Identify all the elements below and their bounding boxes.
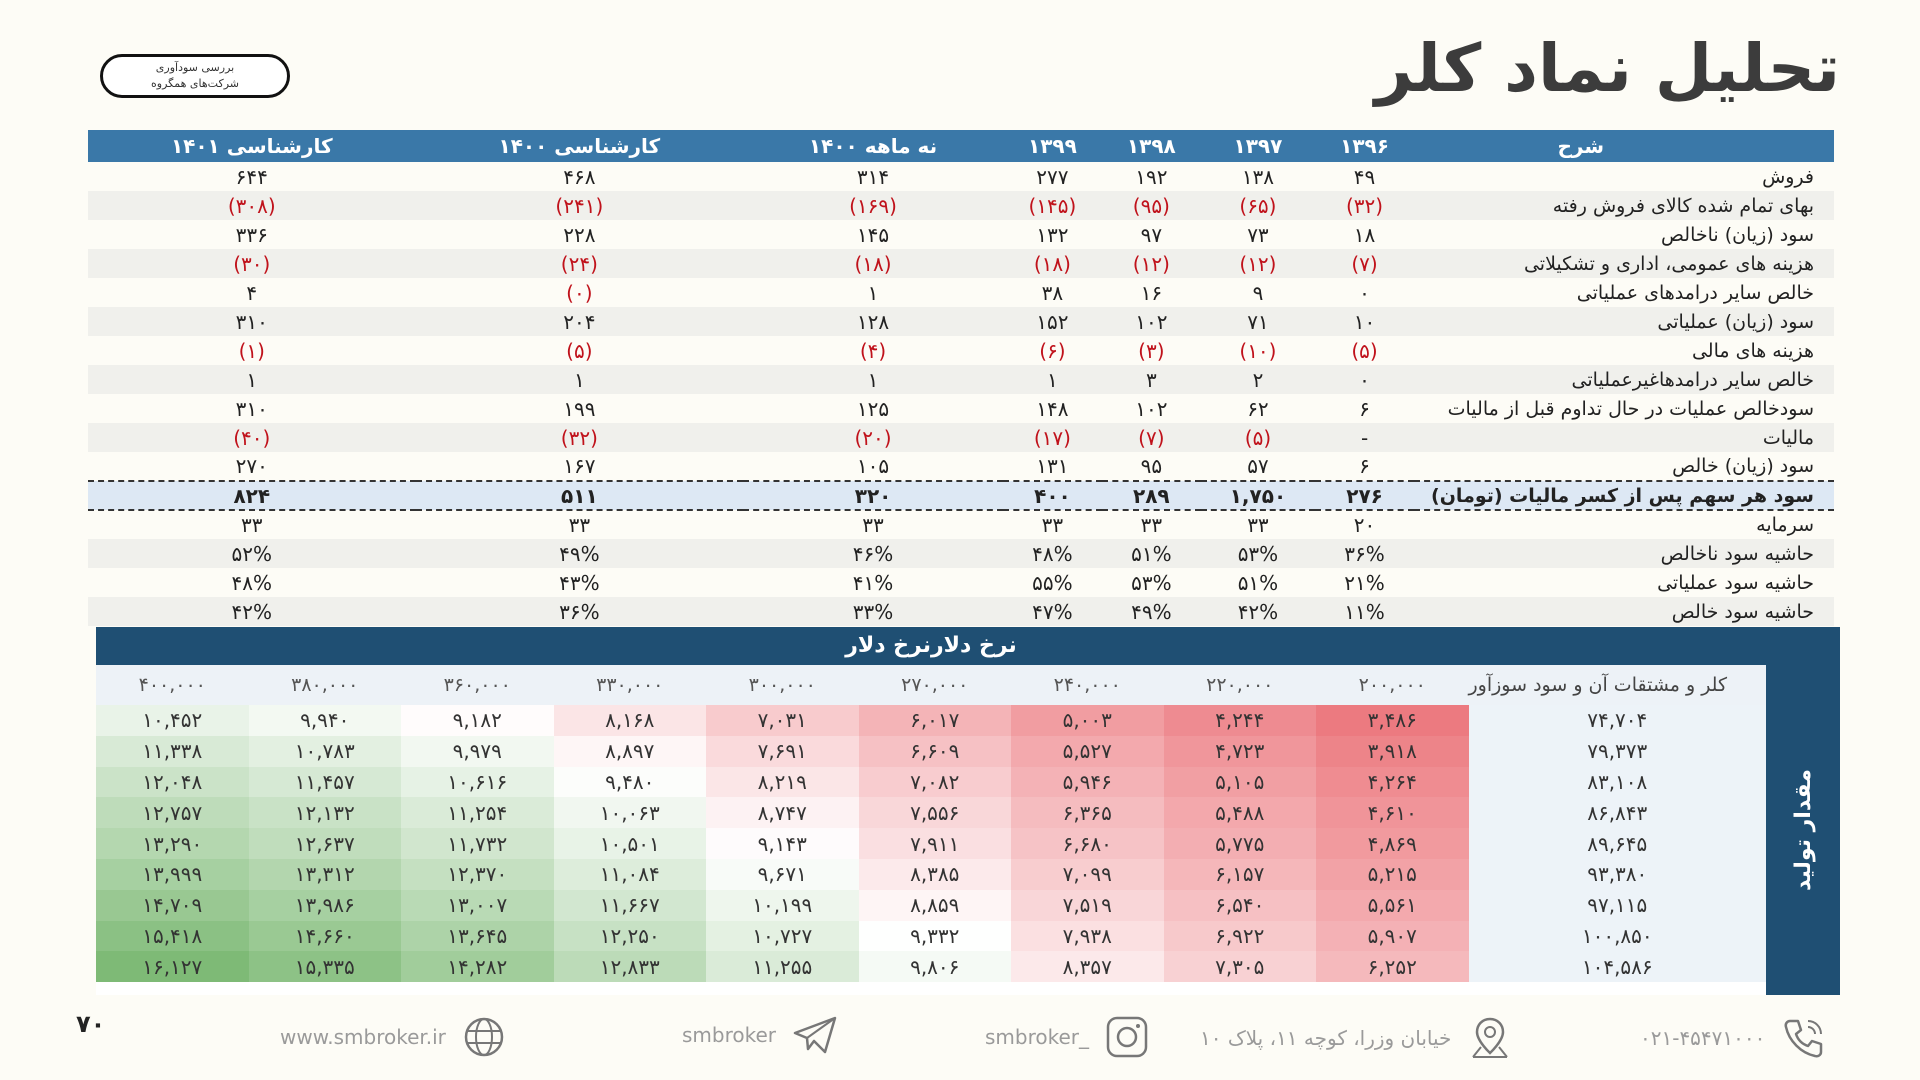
sensitivity-cell: ۱۲,۳۷۰ — [401, 859, 554, 890]
footer-website[interactable] — [280, 1015, 506, 1059]
footer-instagram[interactable] — [985, 1015, 1149, 1059]
table-cell: ۹۷ — [1140, 222, 1163, 247]
table-row — [88, 191, 1834, 220]
page-number: ۷۰ — [76, 1010, 106, 1038]
table-cell: ۱۰۲ — [1102, 307, 1201, 336]
sensitivity-cell: ۱۳,۶۴۵ — [401, 921, 554, 952]
table-cell: (۴۰) — [88, 423, 416, 452]
table-cell: ۴۲% — [88, 597, 416, 626]
sensitivity-cell: ۱۳,۹۹۹ — [96, 859, 249, 890]
rate-header: ۳۳۰,۰۰۰ — [554, 665, 707, 705]
table-cell: ۵۵% — [1032, 570, 1073, 595]
table-cell: (۷) — [1102, 423, 1201, 452]
table-cell: ۲۲۸ — [563, 222, 596, 247]
sensitivity-cell: ۶,۱۵۷ — [1164, 859, 1317, 890]
table-cell: ۱۹۹ — [563, 396, 596, 421]
table-cell: (۲۴۱) — [416, 191, 744, 220]
sensitivity-cell: ۸,۷۴۷ — [706, 797, 859, 828]
table-row — [88, 394, 1834, 423]
production-amount: ۹۷,۱۱۵ — [1469, 890, 1767, 921]
table-cell: ۹۵ — [1140, 454, 1163, 478]
sensitivity-cell: ۱۱,۰۸۴ — [554, 859, 707, 890]
table-row — [88, 220, 1834, 249]
sensitivity-cell: ۷,۰۹۹ — [1011, 859, 1164, 890]
sensitivity-cell: ۷,۹۱۱ — [859, 828, 1012, 859]
table-row — [88, 307, 1834, 336]
sensitivity-cell: ۷,۰۸۲ — [859, 767, 1012, 798]
table-cell: (۵) — [1351, 338, 1378, 363]
table-cell: ۴ — [246, 280, 258, 305]
table-cell: ۲۷۷ — [1036, 164, 1069, 189]
table-cell: ۱۳۱ — [1036, 454, 1069, 478]
table-cell: ۱ — [416, 365, 744, 394]
table-cell: ۱۸ — [1353, 222, 1376, 247]
sensitivity-cell: ۱۰,۷۲۷ — [706, 921, 859, 952]
sensitivity-cell: ۱۴,۷۰۹ — [96, 890, 249, 921]
table-cell: ۴۶۸ — [563, 164, 596, 189]
table-cell: ۳۸ — [1041, 280, 1064, 305]
table-cell: ۹ — [1252, 280, 1264, 305]
sensitivity-cell: ۱۱,۲۵۴ — [401, 797, 554, 828]
sensitivity-cell: ۱۳,۹۸۶ — [249, 890, 402, 921]
table-cell: ۴۹% — [416, 539, 744, 568]
sensitivity-cell: ۱۱,۷۳۲ — [401, 828, 554, 859]
sensitivity-cell: ۶,۳۶۵ — [1011, 797, 1164, 828]
table-cell: ۳۱۴ — [856, 164, 890, 189]
sensitivity-cell: ۸,۱۶۸ — [554, 705, 707, 736]
sensitivity-cell: ۹,۴۸۰ — [554, 767, 707, 798]
sensitivity-side-label — [1766, 665, 1840, 995]
table-cell: (۱۷) — [1003, 423, 1102, 452]
sensitivity-cell: ۶,۵۴۰ — [1164, 890, 1317, 921]
sensitivity-cell: ۹,۳۳۲ — [859, 921, 1012, 952]
table-cell: (۹۵) — [1102, 191, 1201, 220]
rate-header: ۲۰۰,۰۰۰ — [1316, 665, 1469, 705]
table-cell: (۱۸) — [743, 249, 1003, 278]
sensitivity-cell: ۵,۷۷۵ — [1164, 828, 1317, 859]
table-cell: ۱۰۵ — [856, 454, 890, 478]
table-row — [88, 278, 1834, 307]
table-row — [88, 481, 1834, 510]
sensitivity-cell: ۱۳,۰۰۷ — [401, 890, 554, 921]
table-cell: ۱ — [1003, 365, 1102, 394]
sensitivity-cell: ۵,۰۰۳ — [1011, 705, 1164, 736]
production-amount: ۱۰۴,۵۸۶ — [1469, 951, 1767, 982]
instagram-icon — [1105, 1015, 1149, 1059]
table-cell: ۱۶۷ — [563, 454, 596, 478]
sensitivity-cell: ۹,۹۴۰ — [249, 705, 402, 736]
rate-header: ۲۴۰,۰۰۰ — [1011, 665, 1164, 705]
table-cell: ۰ — [1315, 365, 1414, 394]
table-cell: (۷) — [1315, 249, 1414, 278]
sensitivity-cell: ۵,۱۰۵ — [1164, 767, 1317, 798]
table-cell: ۱,۷۵۰ — [1201, 481, 1315, 510]
production-amount: ۸۶,۸۴۳ — [1469, 797, 1767, 828]
table-row — [88, 249, 1834, 278]
table-cell: ۴۰۰ — [1003, 481, 1102, 510]
sensitivity-cell: ۷,۵۱۹ — [1011, 890, 1164, 921]
rate-header: ۴۰۰,۰۰۰ — [96, 665, 249, 705]
row-label: حاشیه سود خالص — [1414, 597, 1834, 626]
sensitivity-cell: ۸,۲۱۹ — [706, 767, 859, 798]
table-cell: ۳۳۶ — [235, 222, 268, 247]
table-cell: (۶۵) — [1201, 191, 1315, 220]
footer-telegram[interactable] — [682, 1015, 838, 1055]
row-label: هزینه های مالی — [1691, 339, 1814, 362]
sensitivity-cell: ۱۱,۴۵۷ — [249, 767, 402, 798]
instagram-text[interactable]: smbroker_ — [985, 1025, 1090, 1049]
sensitivity-cell: ۱۲,۲۵۰ — [554, 921, 707, 952]
table-cell: ۵۷ — [1247, 454, 1269, 478]
telegram-text[interactable]: smbroker — [682, 1023, 777, 1047]
table-cell: ۲۱% — [1344, 570, 1385, 595]
table-cell: ۰ — [1359, 280, 1370, 305]
table-cell: ۱۴۵ — [856, 222, 890, 247]
table-cell: (۳) — [1138, 338, 1165, 363]
production-amount: ۷۴,۷۰۴ — [1469, 705, 1767, 736]
table-cell: ۵۳% — [1131, 570, 1172, 595]
table-cell: ۳۳ — [1140, 513, 1163, 537]
table-cell: ۴۱% — [852, 570, 894, 595]
table-cell: (۳۰۸) — [88, 191, 416, 220]
table-cell: ۲۷۰ — [235, 454, 268, 478]
sensitivity-cell: ۱۰,۴۵۲ — [96, 705, 249, 736]
sensitivity-cell: ۸,۸۵۹ — [859, 890, 1012, 921]
table-cell: ۱۳۸ — [1241, 164, 1275, 189]
financial-table — [88, 130, 1834, 626]
table-row — [88, 423, 1834, 452]
table-cell: ۱ — [743, 365, 1003, 394]
phone-text[interactable]: ۰۲۱-۴۵۴۷۱۰۰۰ — [1640, 1026, 1766, 1050]
sensitivity-cell: ۴,۸۶۹ — [1316, 828, 1469, 859]
table-cell: ۱۶ — [1140, 280, 1163, 305]
sensitivity-cell: ۱۰,۶۱۶ — [401, 767, 554, 798]
row-label: فروش — [1762, 165, 1814, 188]
side-label-text: مقدار تولید — [1790, 768, 1816, 892]
table-cell: ۳۲۰ — [743, 481, 1003, 510]
table-cell: ۴۶% — [743, 539, 1003, 568]
sensitivity-cell: ۸,۳۸۵ — [859, 859, 1012, 890]
row-label: حاشیه سود عملیاتی — [1657, 571, 1814, 594]
table-cell: (۱) — [238, 338, 265, 363]
table-row — [88, 597, 1834, 626]
table-cell: - — [1315, 423, 1414, 452]
table-cell: ۵۱۱ — [416, 481, 744, 510]
table-cell: ۵۱% — [1237, 570, 1279, 595]
table-cell: ۱۲۸ — [743, 307, 1003, 336]
sensitivity-cell: ۱۲,۰۴۸ — [96, 767, 249, 798]
table-cell: ۴۹% — [1102, 597, 1201, 626]
sensitivity-cell: ۴,۷۲۳ — [1164, 736, 1317, 767]
table-cell: ۱ — [88, 365, 416, 394]
sensitivity-header: نرخ دلارنرخ دلار — [845, 633, 1017, 658]
sensitivity-panel — [96, 627, 1840, 995]
sensitivity-cell: ۱۴,۲۸۲ — [401, 951, 554, 982]
sensitivity-cell: ۹,۹۷۹ — [401, 736, 554, 767]
table-cell: ۸۲۴ — [88, 481, 416, 510]
sensitivity-cell: ۵,۵۶۱ — [1316, 890, 1469, 921]
table-cell: (۶) — [1039, 338, 1066, 363]
table-cell: ۴۳% — [559, 570, 600, 595]
table-cell: ۵۳% — [1201, 539, 1315, 568]
table-cell: ۷۱ — [1201, 307, 1315, 336]
table-cell: ۳۳ — [862, 513, 884, 537]
sensitivity-cell: ۱۰,۰۶۳ — [554, 797, 707, 828]
table-cell: (۳۲) — [1315, 191, 1414, 220]
sensitivity-cell: ۴,۲۶۴ — [1316, 767, 1469, 798]
sensitivity-cell: ۱۲,۸۳۳ — [554, 951, 707, 982]
table-row — [88, 365, 1834, 394]
sensitivity-cell: ۱۵,۴۱۸ — [96, 921, 249, 952]
table-cell: ۶۴۴ — [235, 164, 268, 189]
table-row — [88, 162, 1834, 191]
location-icon — [1467, 1015, 1513, 1061]
table-cell: ۳ — [1102, 365, 1201, 394]
table-cell: ۱۵۲ — [1003, 307, 1102, 336]
sensitivity-cell: ۶,۹۲۲ — [1164, 921, 1317, 952]
table-cell: ۳۱۰ — [88, 307, 416, 336]
table-cell: (۳۲) — [416, 423, 744, 452]
rate-header: ۳۶۰,۰۰۰ — [401, 665, 554, 705]
sensitivity-cell: ۵,۵۲۷ — [1011, 736, 1164, 767]
rate-header: ۳۰۰,۰۰۰ — [706, 665, 859, 705]
sensitivity-cell: ۹,۱۸۲ — [401, 705, 554, 736]
sensitivity-cell: ۸,۳۵۷ — [1011, 951, 1164, 982]
table-cell: ۶ — [1359, 454, 1370, 478]
sensitivity-cell: ۵,۹۰۷ — [1316, 921, 1469, 952]
table-row — [88, 510, 1834, 539]
address-text: خیابان وزرا، کوچه ۱۱، پلاک ۱۰ — [1200, 1026, 1452, 1050]
rate-header: ۲۷۰,۰۰۰ — [859, 665, 1012, 705]
table-cell: ۵۲% — [88, 539, 416, 568]
header-1397: ۱۳۹۷ — [1201, 130, 1315, 162]
header-1396: ۱۳۹۶ — [1315, 130, 1414, 162]
table-cell: ۳۳ — [568, 513, 591, 537]
row-label: بهای تمام شده کالای فروش رفته — [1414, 191, 1834, 220]
sensitivity-cell: ۵,۲۱۵ — [1316, 859, 1469, 890]
table-cell: (۱۲) — [1201, 249, 1315, 278]
table-cell: ۳۳ — [1247, 513, 1269, 537]
row-label: سودخالص عملیات در حال تداوم قبل از مالیات — [1447, 397, 1814, 420]
sensitivity-cell: ۱۰,۷۸۳ — [249, 736, 402, 767]
sensitivity-cell: ۳,۹۱۸ — [1316, 736, 1469, 767]
table-cell: ۲۰ — [1353, 513, 1376, 537]
table-cell: ۴۲% — [1201, 597, 1315, 626]
production-amount: ۸۳,۱۰۸ — [1469, 767, 1767, 798]
table-row — [88, 568, 1834, 597]
row-label: خالص سایر درامدهای عملیاتی — [1576, 281, 1814, 304]
row-label: سود (زیان) خالص — [1672, 455, 1814, 477]
table-cell: ۲ — [1201, 365, 1315, 394]
sensitivity-cell: ۹,۶۷۱ — [706, 859, 859, 890]
table-cell: ۳۶% — [416, 597, 744, 626]
sensitivity-cell: ۷,۳۰۵ — [1164, 951, 1317, 982]
row-label: هزینه های عمومی، اداری و تشکیلاتی — [1414, 249, 1834, 278]
table-cell: ۲۷۶ — [1315, 481, 1414, 510]
sensitivity-cell: ۹,۱۴۳ — [706, 828, 859, 859]
globe-icon — [462, 1015, 506, 1059]
header-9m-1400: نه ماهه ۱۴۰۰ — [743, 130, 1003, 162]
table-cell: (۵) — [566, 338, 593, 363]
sensitivity-cell: ۱۶,۱۲۷ — [96, 951, 249, 982]
sensitivity-cell: ۳,۴۸۶ — [1316, 705, 1469, 736]
production-amount: ۷۹,۳۷۳ — [1469, 736, 1767, 767]
sensitivity-cell: ۱۳,۳۱۲ — [249, 859, 402, 890]
table-cell: ۳۳ — [241, 513, 263, 537]
row-label: خالص سایر درامدهاغیرعملیاتی — [1414, 365, 1834, 394]
sensitivity-cell: ۸,۸۹۷ — [554, 736, 707, 767]
header-1399: ۱۳۹۹ — [1003, 130, 1102, 162]
sensitivity-cell: ۷,۶۹۱ — [706, 736, 859, 767]
sensitivity-cell: ۱۱,۲۵۵ — [706, 951, 859, 982]
table-cell: (۳۰) — [88, 249, 416, 278]
row-label: حاشیه سود ناخالص — [1414, 539, 1834, 568]
sensitivity-cell: ۱۲,۶۳۷ — [249, 828, 402, 859]
sensitivity-cell: ۱۱,۶۶۷ — [554, 890, 707, 921]
table-cell: ۱۹۲ — [1135, 164, 1168, 189]
table-cell: ۳۶% — [1315, 539, 1414, 568]
sensitivity-cell: ۱۲,۱۳۲ — [249, 797, 402, 828]
table-cell: (۱۴۵) — [1003, 191, 1102, 220]
table-cell: (۱۶۹) — [743, 191, 1003, 220]
telegram-icon — [792, 1015, 838, 1055]
sensitivity-cell: ۱۰,۵۰۱ — [554, 828, 707, 859]
table-row — [88, 539, 1834, 568]
table-row — [88, 336, 1834, 365]
table-cell: ۳۱۰ — [235, 396, 268, 421]
table-cell: ۶ — [1359, 396, 1370, 421]
sensitivity-cell: ۷,۰۳۱ — [706, 705, 859, 736]
sensitivity-cell: ۵,۹۴۶ — [1011, 767, 1164, 798]
badge-line-2: شرکت‌های همگروه — [151, 77, 239, 90]
sensitivity-cell: ۷,۹۳۸ — [1011, 921, 1164, 952]
table-cell: ۵۱% — [1102, 539, 1201, 568]
table-row — [88, 452, 1834, 481]
table-cell: (۵) — [1201, 423, 1315, 452]
row-label: سود (زیان) ناخالص — [1661, 223, 1814, 246]
sensitivity-grid — [96, 665, 1766, 995]
production-amount: ۸۹,۶۴۵ — [1469, 828, 1767, 859]
table-cell: (۱۲) — [1102, 249, 1201, 278]
website-text[interactable]: www.smbroker.ir — [280, 1025, 446, 1049]
row-label: سود هر سهم پس از کسر مالیات (تومان) — [1414, 481, 1834, 510]
table-cell: ۲۸۹ — [1102, 481, 1201, 510]
rate-header: ۳۸۰,۰۰۰ — [249, 665, 402, 705]
sensitivity-cell: ۷,۵۵۶ — [859, 797, 1012, 828]
table-cell: ۱۲۵ — [856, 396, 890, 421]
phone-icon — [1781, 1015, 1827, 1061]
header-est-1401: کارشناسی ۱۴۰۱ — [88, 130, 416, 162]
header-est-1400: کارشناسی ۱۴۰۰ — [416, 130, 744, 162]
footer-phone[interactable] — [1640, 1015, 1827, 1061]
table-cell: ۱ — [867, 280, 879, 305]
sensitivity-cell: ۱۲,۷۵۷ — [96, 797, 249, 828]
table-cell: ۱۰ — [1315, 307, 1414, 336]
table-cell: ۱۰۲ — [1135, 396, 1168, 421]
table-cell: ۴۷% — [1003, 597, 1102, 626]
row-label: سود (زیان) عملیاتی — [1414, 307, 1834, 336]
sensitivity-cell: ۶,۲۵۲ — [1316, 951, 1469, 982]
production-amount: ۱۰۰,۸۵۰ — [1469, 921, 1767, 952]
table-cell: (۰) — [566, 280, 593, 305]
row-label: مالیات — [1414, 423, 1834, 452]
table-cell: ۲۰۴ — [416, 307, 744, 336]
table-cell: ۴۸% — [231, 570, 273, 595]
sensitivity-cell: ۱۱,۳۳۸ — [96, 736, 249, 767]
table-cell: (۱۸) — [1003, 249, 1102, 278]
table-cell: (۲۴) — [416, 249, 744, 278]
table-cell: ۳۳% — [743, 597, 1003, 626]
sensitivity-cell: ۱۵,۳۳۵ — [249, 951, 402, 982]
table-cell: (۱۰) — [1239, 338, 1277, 363]
sensitivity-cell: ۱۴,۶۶۰ — [249, 921, 402, 952]
table-cell: ۱۳۲ — [1036, 222, 1069, 247]
row-label: سرمایه — [1756, 514, 1814, 536]
table-cell: ۱۴۸ — [1036, 396, 1069, 421]
page-title: تحلیل نماد کلر — [1374, 30, 1840, 107]
sensitivity-cell: ۱۳,۲۹۰ — [96, 828, 249, 859]
footer-address — [1200, 1015, 1513, 1061]
sensitivity-cell: ۶,۰۱۷ — [859, 705, 1012, 736]
sensitivity-cell: ۹,۸۰۶ — [859, 951, 1012, 982]
table-cell: ۶۲ — [1247, 396, 1269, 421]
rate-header: ۲۲۰,۰۰۰ — [1164, 665, 1317, 705]
sensitivity-cell: ۶,۶۸۰ — [1011, 828, 1164, 859]
table-cell: ۳۳ — [1041, 513, 1064, 537]
table-cell: ۴۹ — [1353, 164, 1376, 189]
sensitivity-cell: ۱۰,۱۹۹ — [706, 890, 859, 921]
sensitivity-cell: ۴,۶۱۰ — [1316, 797, 1469, 828]
table-cell: (۲۰) — [743, 423, 1003, 452]
table-header-row — [88, 130, 1834, 162]
badge-line-1: بررسی سودآوری — [155, 61, 235, 74]
sensitivity-cell: ۵,۴۸۸ — [1164, 797, 1317, 828]
sensitivity-corner-label: کلر و مشتقات آن و سود سوزآور — [1469, 665, 1767, 705]
table-cell: ۱۱% — [1315, 597, 1414, 626]
sensitivity-cell: ۶,۶۰۹ — [859, 736, 1012, 767]
header-1398: ۱۳۹۸ — [1102, 130, 1201, 162]
table-cell: ۷۳ — [1247, 222, 1269, 247]
header-description: شرح — [1414, 130, 1834, 162]
production-amount: ۹۳,۳۸۰ — [1469, 859, 1767, 890]
sensitivity-cell: ۴,۲۴۴ — [1164, 705, 1317, 736]
table-cell: ۴۸% — [1003, 539, 1102, 568]
section-badge — [100, 54, 290, 98]
table-cell: (۴) — [859, 338, 887, 363]
